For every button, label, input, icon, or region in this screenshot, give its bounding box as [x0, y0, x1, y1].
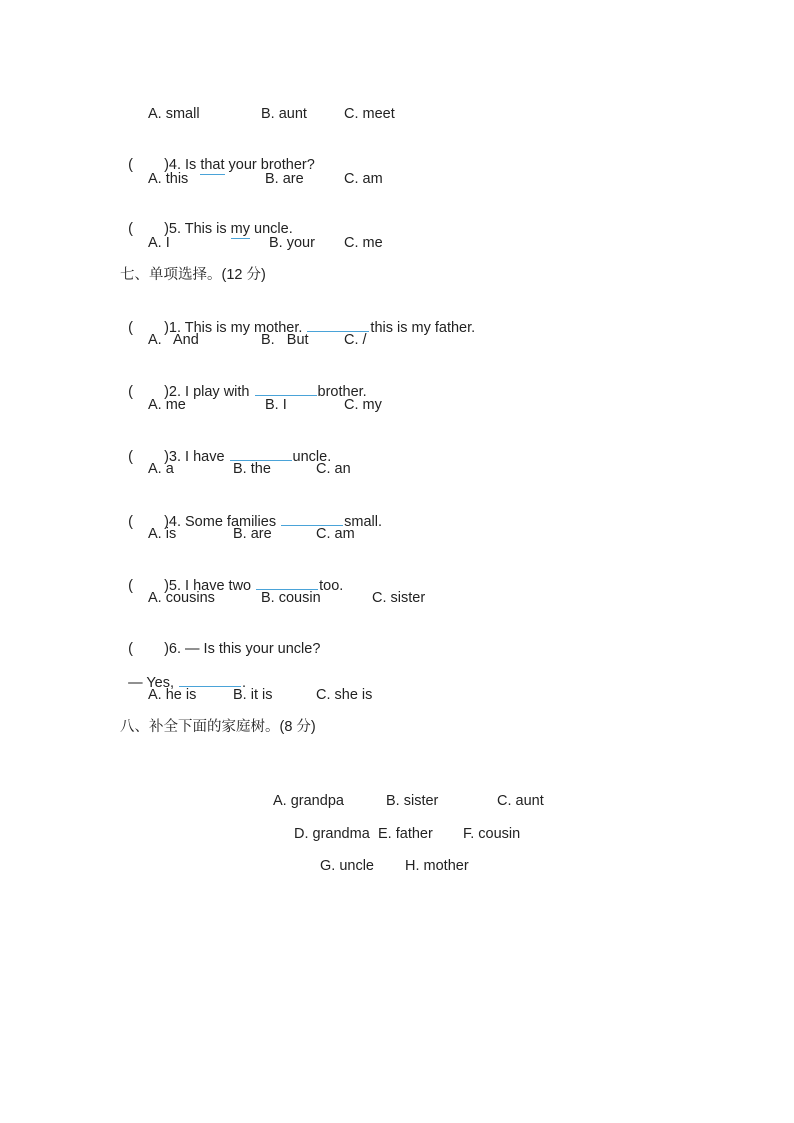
option-b: B. aunt [261, 106, 307, 122]
option-a: A. I [148, 235, 170, 251]
answer-paren: ( [128, 221, 133, 237]
underlined-word: that [200, 157, 225, 173]
option-b: B. I [265, 397, 287, 413]
option-c: C. am [344, 171, 383, 187]
option-b: B. the [233, 461, 271, 477]
question-7-5 [120, 557, 344, 594]
option-c: C. am [316, 526, 355, 542]
fill-blank[interactable] [230, 446, 292, 461]
question-text: your brother? [224, 157, 315, 173]
option-b: B. cousin [261, 590, 321, 606]
word-bank-item: H. mother [405, 858, 469, 874]
answer-paren: ( [128, 641, 133, 657]
question-text: )1. This is my mother. [164, 320, 307, 336]
question-text: )5. I have two [164, 578, 256, 594]
fill-blank[interactable] [255, 381, 317, 396]
answer-paren: ( [128, 514, 133, 530]
question-text: this is my father. [370, 320, 476, 336]
word-bank-item: E. father [378, 826, 433, 842]
question-text: uncle. [250, 221, 293, 237]
option-c: C. meet [344, 106, 395, 122]
option-a: A. me [148, 397, 186, 413]
question-text: )2. I play with [164, 384, 254, 400]
fill-blank[interactable] [307, 317, 369, 332]
question-7-6 [120, 622, 321, 657]
option-c: C. me [344, 235, 383, 251]
fill-blank[interactable] [281, 511, 343, 526]
answer-paren: ( [128, 578, 133, 594]
question-text: )5. This is [164, 221, 231, 237]
question-7-1 [120, 299, 476, 336]
option-c: C. she is [316, 687, 373, 703]
fill-blank[interactable] [179, 672, 241, 687]
answer-paren: ( [128, 320, 133, 336]
question-6-4 [120, 138, 315, 173]
question-text: )4. Some families [164, 514, 281, 530]
answer-text: — Yes, [128, 675, 179, 691]
option-a: A. a [148, 461, 174, 477]
question-7-3 [120, 428, 332, 465]
section-8-heading: 八、补全下面的家庭树。(8 分) [120, 719, 316, 735]
question-7-2 [120, 363, 367, 400]
option-a: A. he is [148, 687, 197, 703]
option-a: A. small [148, 106, 200, 122]
answer-text: . [242, 675, 247, 691]
option-b: B. your [269, 235, 315, 251]
option-a: A. this [148, 171, 189, 187]
question-text: small. [344, 514, 382, 530]
answer-paren: ( [128, 449, 133, 465]
option-b: B. are [265, 171, 304, 187]
underlined-word: my [230, 221, 251, 237]
option-a: A. cousins [148, 590, 215, 606]
option-b: B. it is [233, 687, 273, 703]
option-c: C. sister [372, 590, 426, 606]
fill-blank[interactable] [256, 575, 318, 590]
word-bank-item: A. grandpa [273, 793, 344, 809]
option-a: A. is [148, 526, 177, 542]
option-c: C. my [344, 397, 382, 413]
option-c: C. / [344, 332, 367, 348]
question-text: )6. — Is this your uncle? [164, 641, 321, 657]
section-7-heading: 七、单项选择。(12 分) [120, 267, 266, 283]
answer-paren: ( [128, 384, 133, 400]
question-text: brother. [317, 384, 367, 400]
question-text: too. [319, 578, 344, 594]
word-bank-item: D. grandma [294, 826, 370, 842]
question-text: uncle. [292, 449, 332, 465]
question-7-6-answer [120, 654, 247, 691]
word-bank-item: C. aunt [497, 793, 544, 809]
option-c: C. an [316, 461, 351, 477]
question-7-4 [120, 493, 382, 530]
word-bank-item: F. cousin [463, 826, 521, 842]
option-a: A. And [148, 332, 199, 348]
option-b: B. are [233, 526, 272, 542]
word-bank-item: B. sister [386, 793, 439, 809]
question-6-5 [120, 202, 293, 237]
word-bank-item: G. uncle [320, 858, 374, 874]
answer-paren: ( [128, 157, 133, 173]
option-b: B. But [261, 332, 309, 348]
question-text: )4. Is [164, 157, 201, 173]
question-text: )3. I have [164, 449, 229, 465]
